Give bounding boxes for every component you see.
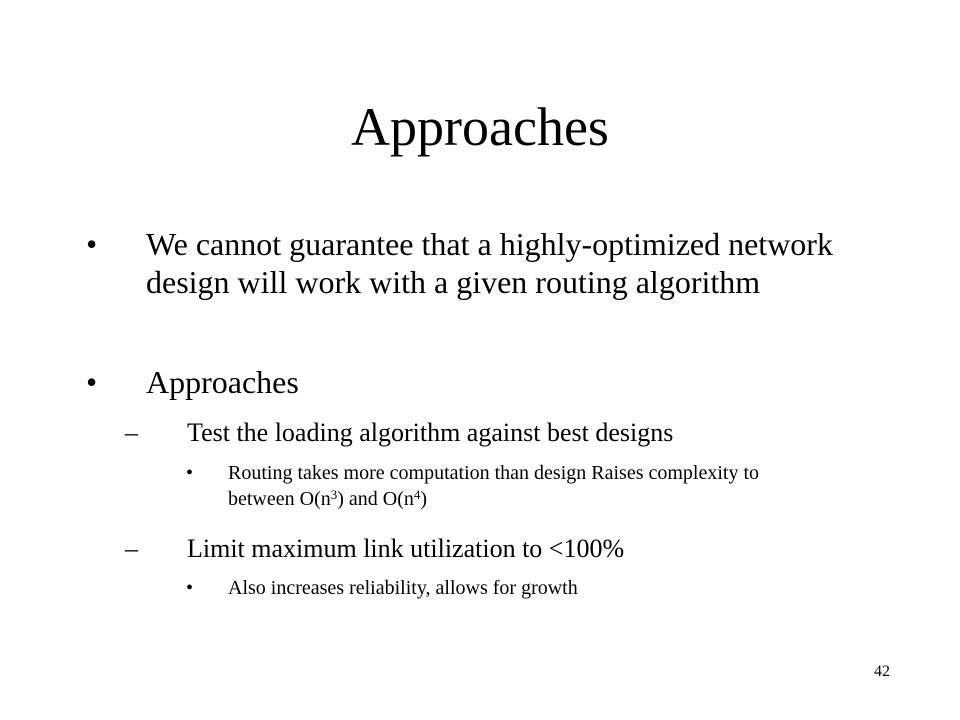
- complexity-text-before: Routing takes more computation than design Raises complexity to between O(n: [228, 462, 760, 510]
- sub-bullet-test-loading: Test the loading algorithm against best designs: [187, 418, 674, 447]
- sub-bullet-limit-utilization: Limit maximum link utilization to <100%: [187, 534, 625, 563]
- bullet-marker: •: [186, 577, 194, 599]
- bullet-text-guarantee: We cannot guarantee that a highly-optimized network design will work with a given routing algorithm: [146, 226, 833, 300]
- bullet-marker: •: [186, 462, 194, 484]
- slide-number: 42: [874, 663, 890, 680]
- bullet-marker: •: [86, 226, 98, 262]
- exponent-4: 4: [413, 487, 421, 502]
- exponent-3: 3: [330, 487, 338, 502]
- dash-marker: –: [125, 418, 138, 447]
- dash-marker: –: [125, 534, 138, 563]
- sub-sub-bullet-reliability: Also increases reliability, allows for growth: [228, 577, 578, 599]
- bullet-text-approaches: Approaches: [146, 364, 299, 400]
- complexity-text-after: ): [420, 488, 428, 510]
- sub-sub-bullet-routing-complexity: [228, 460, 788, 512]
- complexity-text-middle: ) and O(n: [337, 488, 414, 510]
- bullet-marker: •: [86, 364, 98, 400]
- slide-title: Approaches: [351, 97, 609, 157]
